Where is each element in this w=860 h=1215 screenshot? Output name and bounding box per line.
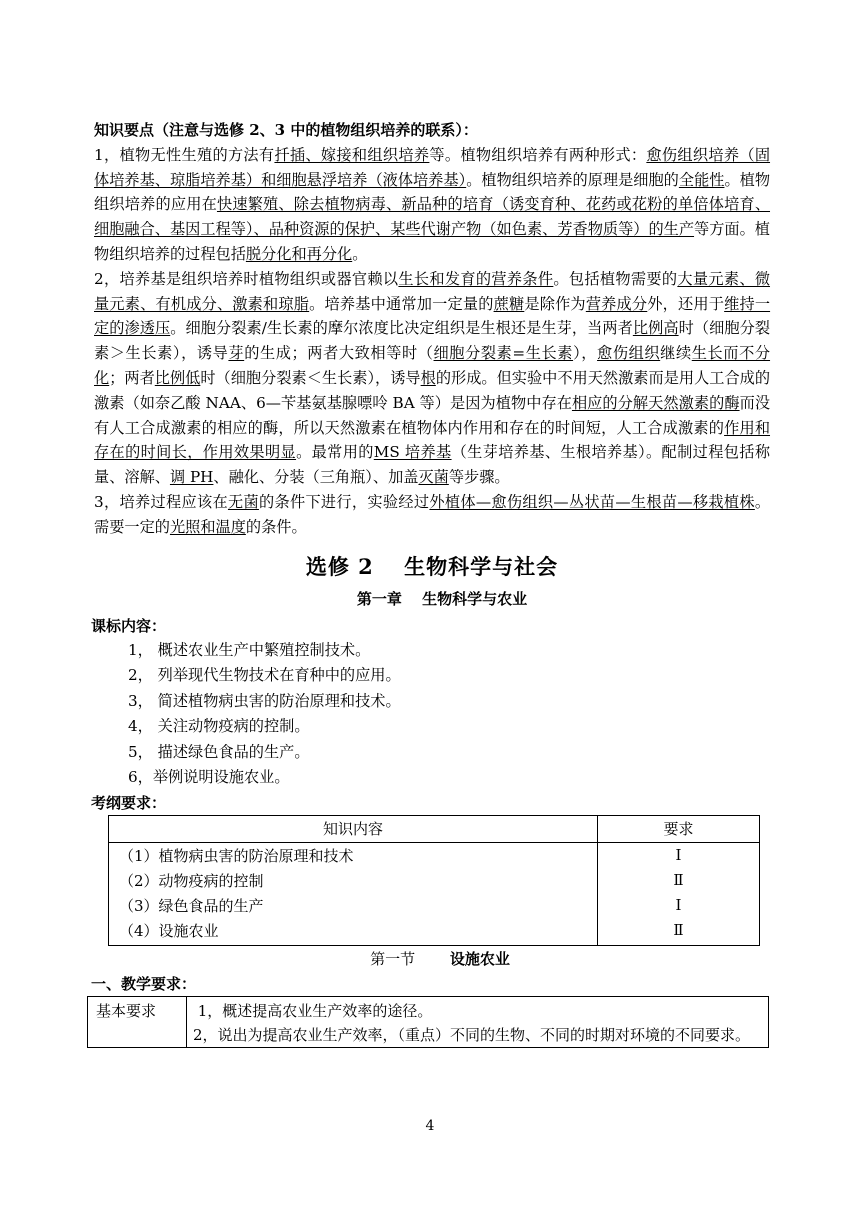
row-content: （1）植物病虫害的防治原理和技术 — [119, 846, 354, 865]
underlined-term: 生长和发育的营养条件 — [398, 269, 554, 288]
text-run: 。 — [352, 244, 368, 263]
text-run: 1，植物无性生殖的方法有 — [94, 145, 275, 164]
list-item: 6，举例说明设施农业。 — [128, 768, 290, 787]
underlined-term: 调 PH — [169, 468, 214, 487]
text-run: 。细胞分裂素/生长素的摩尔浓度比决定组织是生根还是生芽，当两者 — [170, 319, 633, 338]
underlined-term: 细胞分裂素=生长素 — [433, 344, 574, 363]
column-header-content: 知识内容 — [109, 815, 598, 842]
text-run: 等方面。植物组织培养的过程包括 — [94, 220, 770, 263]
row-level: Ⅱ — [673, 870, 684, 889]
underlined-term: 相应的分解天然激素的酶 — [571, 393, 740, 412]
underlined-term: 大量元素、微量元素、有机成分、激素和琼脂 — [94, 269, 771, 313]
module-title: 选修 2 生物科学与社会 — [305, 553, 559, 579]
text-run: 。需要一定的 — [94, 492, 771, 536]
text-run: 。植物组织培养的应用在 — [94, 170, 771, 214]
text-run: 。植物组织培养的原理是细胞的 — [466, 170, 679, 189]
knowledge-paragraph-1 — [94, 143, 770, 267]
curriculum-label: 课标内容： — [91, 616, 167, 635]
underlined-term: 比例高 — [632, 319, 679, 338]
text-run: 。最常用的 — [296, 443, 374, 462]
text-run: 、融化、分装（三角瓶）、加盖 — [213, 468, 419, 487]
text-run: 外，还用于 — [647, 294, 725, 313]
underlined-term: 灭菌 — [418, 468, 449, 487]
document-page — [91, 118, 771, 1048]
underlined-term: 芽 — [228, 344, 245, 363]
text-run: 等步骤。 — [448, 468, 510, 487]
underlined-term: 蔗糖 — [493, 294, 525, 313]
text-run: 的形成。但实验中不用天然激素而是用人工合成的激素（如奈乙酸 NAA、6—苄基氨基腺嘌呤 BA 等）是因为植物中存在 — [94, 368, 771, 412]
teaching-label: 一、教学要求： — [91, 974, 197, 993]
requirement-line: 1，概述提高农业生产效率的途径。 — [193, 1001, 433, 1020]
underlined-term: 外植体—愈伤组织—丛状苗—生根苗—移栽植株 — [429, 492, 755, 511]
underlined-term: 愈伤组织 — [597, 344, 661, 363]
text-run: 3，培养过程应该在 — [94, 492, 228, 511]
row-content: （2）动物疫病的控制 — [119, 871, 264, 890]
teaching-requirements-table — [87, 996, 769, 1048]
text-run: 的条件下进行，实验经过 — [258, 492, 430, 511]
text-run: 。培养基中通常加一定量的 — [309, 294, 494, 313]
text-run: 继续 — [660, 344, 692, 363]
row-level: Ⅰ — [675, 895, 682, 914]
requirement-line: 2，说出为提高农业生产效率，（重点）不同的生物、不同的时期对环境的不同要求。 — [193, 1025, 751, 1044]
underlined-term: 无菌 — [227, 492, 259, 511]
knowledge-heading: 知识要点（注意与选修 2、3 中的植物组织培养的联系）： — [94, 121, 478, 139]
text-run: 而没有人工合成激素的相应的酶，所以天然激素在植物体内作用和存在的时间短，人工合成激素的 — [94, 393, 771, 437]
column-header-level: 要求 — [598, 815, 760, 842]
row-content: （4）设施农业 — [119, 921, 219, 940]
list-item: 2， 列举现代生物技术在育种中的应用。 — [128, 666, 401, 685]
chapter-title: 第一章 生物科学与农业 — [356, 589, 528, 608]
row-content: （3）绿色食品的生产 — [119, 896, 264, 915]
row-level: Ⅰ — [675, 845, 682, 864]
exam-label: 考纲要求： — [91, 793, 167, 812]
section-name: 设施农业 — [449, 949, 510, 968]
section-title — [94, 946, 770, 972]
table-header-row — [109, 815, 760, 842]
underlined-term: 光照和温度 — [169, 517, 246, 536]
underlined-term: 比例低 — [154, 368, 201, 387]
text-run: （生芽培养基、生根培养基）。配制过程包括称量、溶解、 — [94, 443, 771, 487]
page-number: 4 — [425, 1118, 435, 1134]
level-cell — [598, 842, 760, 945]
knowledge-paragraph-2 — [94, 267, 770, 490]
knowledge-paragraph-3 — [94, 490, 770, 540]
underlined-term: 生长而不分化 — [94, 344, 771, 387]
text-run: 时（细胞分裂素＞生长素），诱导 — [94, 319, 771, 363]
text-run: 。包括植物需要的 — [553, 269, 678, 288]
underlined-term: 根 — [420, 368, 436, 387]
row-level: Ⅱ — [673, 920, 684, 939]
text-run: 等。植物组织培养有两种形式： — [429, 145, 647, 164]
text-run: 是除作为 — [524, 294, 586, 313]
underlined-term: 扦插、嫁接和组织培养 — [274, 145, 430, 164]
basic-requirements-label: 基本要求 — [88, 996, 187, 1047]
underlined-term: 愈伤组织培养（固体培养基、琼脂培养基）和细胞悬浮培养（液体培养基） — [94, 145, 771, 189]
underlined-term: 营养成分 — [585, 294, 648, 313]
underlined-term: 脱分化和再分化 — [245, 244, 353, 263]
underlined-term: 全能性 — [678, 170, 725, 189]
basic-requirements-content — [187, 996, 769, 1047]
underlined-term: MS 培养基 — [373, 443, 452, 462]
exam-requirements-table — [108, 815, 760, 946]
list-item: 3， 简述植物病虫害的防治原理和技术。 — [128, 691, 401, 710]
text-run: ；两者 — [109, 368, 155, 387]
curriculum-list — [94, 638, 770, 791]
text-run: 2，培养基是组织培养时植物组织或器官赖以 — [94, 269, 399, 288]
list-item: 4， 关注动物疫病的控制。 — [128, 717, 310, 736]
list-item: 5， 描述绿色食品的生产。 — [128, 742, 310, 761]
underlined-term: 快速繁殖、除去植物病毒、新品种的培育（诱变育种、花药或花粉的单倍体培育、细胞融合、基因工程等）、品种资源的保护、某些代谢产物（如色素、芳香物质等）的生产 — [94, 195, 771, 239]
text-run: 的生成；两者大致相等时（ — [244, 344, 434, 363]
content-cell — [109, 842, 598, 945]
text-run: 的条件。 — [245, 517, 307, 536]
text-run: 时（细胞分裂素＜生长素），诱导 — [200, 368, 421, 387]
underlined-term: 维持一定的渗透压 — [94, 294, 771, 338]
underlined-term: 作用和存在的时间长，作用效果明显 — [94, 418, 771, 462]
section-number: 第一节 — [370, 949, 416, 968]
text-run: ）， — [573, 344, 598, 363]
table-row — [109, 842, 760, 945]
list-item: 1， 概述农业生产中繁殖控制技术。 — [128, 640, 371, 659]
table-row — [88, 996, 769, 1047]
